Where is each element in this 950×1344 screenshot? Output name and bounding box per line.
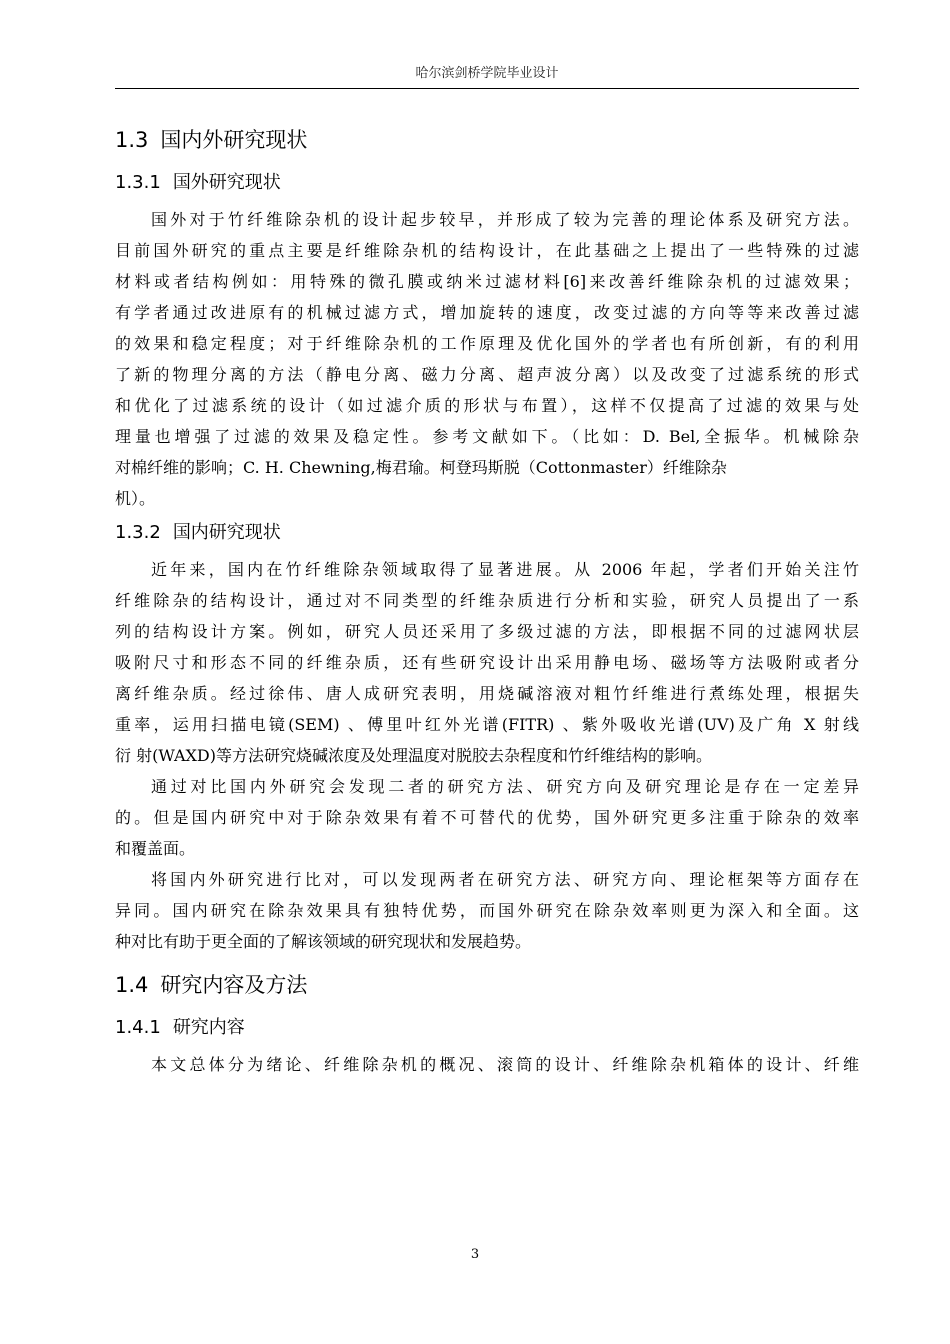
paragraph-line: 的。但是国内研究中对于除杂效果有着不可替代的优势，国外研究更多注重于除杂的效率: [115, 808, 859, 827]
subsection-number: 1.4.1: [115, 1017, 161, 1038]
paragraph-line: 通过对比国内外研究会发现二者的研究方法、研究方向及研究理论是存在一定差异: [151, 777, 859, 796]
section-number: 1.4: [115, 973, 149, 997]
paragraph-line: 和覆盖面。: [115, 839, 196, 858]
section-number: 1.3: [115, 128, 149, 152]
paragraph-line: 种对比有助于更全面的了解该领域的研究现状和发展趋势。: [115, 932, 532, 951]
subsection-title: 国外研究现状: [172, 172, 281, 193]
subsection-heading: [115, 168, 859, 198]
paragraph: [115, 771, 859, 864]
subsection-title: 国内研究现状: [172, 522, 281, 543]
paragraph-line: 吸附尺寸和形态不同的纤维杂质，还有些研究设计出采用静电场、磁场等方法吸附或者分: [115, 653, 859, 672]
paragraph-line: 了新的物理分离的方法（静电分离、磁力分离、超声波分离）以及改变了过滤系统的形式: [115, 365, 859, 384]
subsection-heading: [115, 518, 859, 548]
paragraph-line: 机）。: [115, 489, 156, 508]
paragraph: [115, 554, 859, 771]
section-title: 研究内容及方法: [160, 973, 308, 997]
paragraph-line: 理量也增强了过滤的效果及稳定性。参考文献如下。（比如：D. Bel,全振华。机械除杂: [115, 427, 859, 446]
header-divider: [115, 88, 859, 89]
paragraph-line: 本文总体分为绪论、纤维除杂机的概况、滚筒的设计、纤维除杂机箱体的设计、纤维: [151, 1055, 859, 1074]
subsection-heading: [115, 1013, 859, 1043]
paragraph-line: 衍 射(WAXD)等方法研究烧碱浓度及处理温度对脱胶去杂程度和竹纤维结构的影响。: [115, 746, 712, 765]
subsection-title: 研究内容: [172, 1017, 245, 1038]
paragraph-line: 对棉纤维的影响；C. H. Chewning,梅君瑜。柯登玛斯脱（Cottonmaster）纤维除杂: [115, 458, 727, 477]
paragraph-line: 和优化了过滤系统的设计（如过滤介质的形状与布置），这样不仅提高了过滤的效果与处: [115, 396, 859, 415]
paragraph-line: 国外对于竹纤维除杂机的设计起步较早，并形成了较为完善的理论体系及研究方法。: [151, 210, 859, 229]
paragraph-line: 异同。国内研究在除杂效果具有独特优势，而国外研究在除杂效率则更为深入和全面。这: [115, 901, 859, 920]
paragraph: [115, 864, 859, 957]
subsection-number: 1.3.2: [115, 522, 161, 543]
page-number: 3: [470, 1247, 480, 1262]
section-title: 国内外研究现状: [160, 128, 308, 152]
paragraph-line: 材料或者结构例如：用特殊的微孔膜或纳米过滤材料[6]来改善纤维除杂机的过滤效果；: [115, 272, 859, 291]
paragraph-line: 纤维除杂的结构设计，通过对不同类型的纤维杂质进行分析和实验，研究人员提出了一系: [115, 591, 859, 610]
paragraph: [115, 1049, 859, 1080]
paragraph-line: 将国内外研究进行比对，可以发现两者在研究方法、研究方向、理论框架等方面存在: [151, 870, 859, 889]
subsection-number: 1.3.1: [115, 172, 161, 193]
page-header: 哈尔滨剑桥学院毕业设计: [415, 66, 559, 81]
paragraph-line: 重率，运用扫描电镜(SEM) 、傅里叶红外光谱(FITR) 、紫外吸收光谱(UV)及广角 X 射线: [115, 715, 859, 734]
paragraph-line: 列的结构设计方案。例如，研究人员还采用了多级过滤的方法，即根据不同的过滤网状层: [115, 622, 859, 641]
paragraph-line: 离纤维杂质。经过徐伟、唐人成研究表明，用烧碱溶液对粗竹纤维进行煮练处理，根据失: [115, 684, 859, 703]
paragraph-line: 近年来，国内在竹纤维除杂领域取得了显著进展。从 2006 年起，学者们开始关注竹: [151, 560, 859, 579]
paragraph: [115, 204, 859, 514]
paragraph-line: 有学者通过改进原有的机械过滤方式，增加旋转的速度，改变过滤的方向等等来改善过滤: [115, 303, 859, 322]
section-heading: [115, 967, 859, 1003]
page-body: [115, 122, 859, 1080]
paragraph-line: 的效果和稳定程度；对于纤维除杂机的工作原理及优化国外的学者也有所创新，有的利用: [115, 334, 859, 353]
paragraph-line: 目前国外研究的重点主要是纤维除杂机的结构设计，在此基础之上提出了一些特殊的过滤: [115, 241, 859, 260]
section-heading: [115, 122, 859, 158]
